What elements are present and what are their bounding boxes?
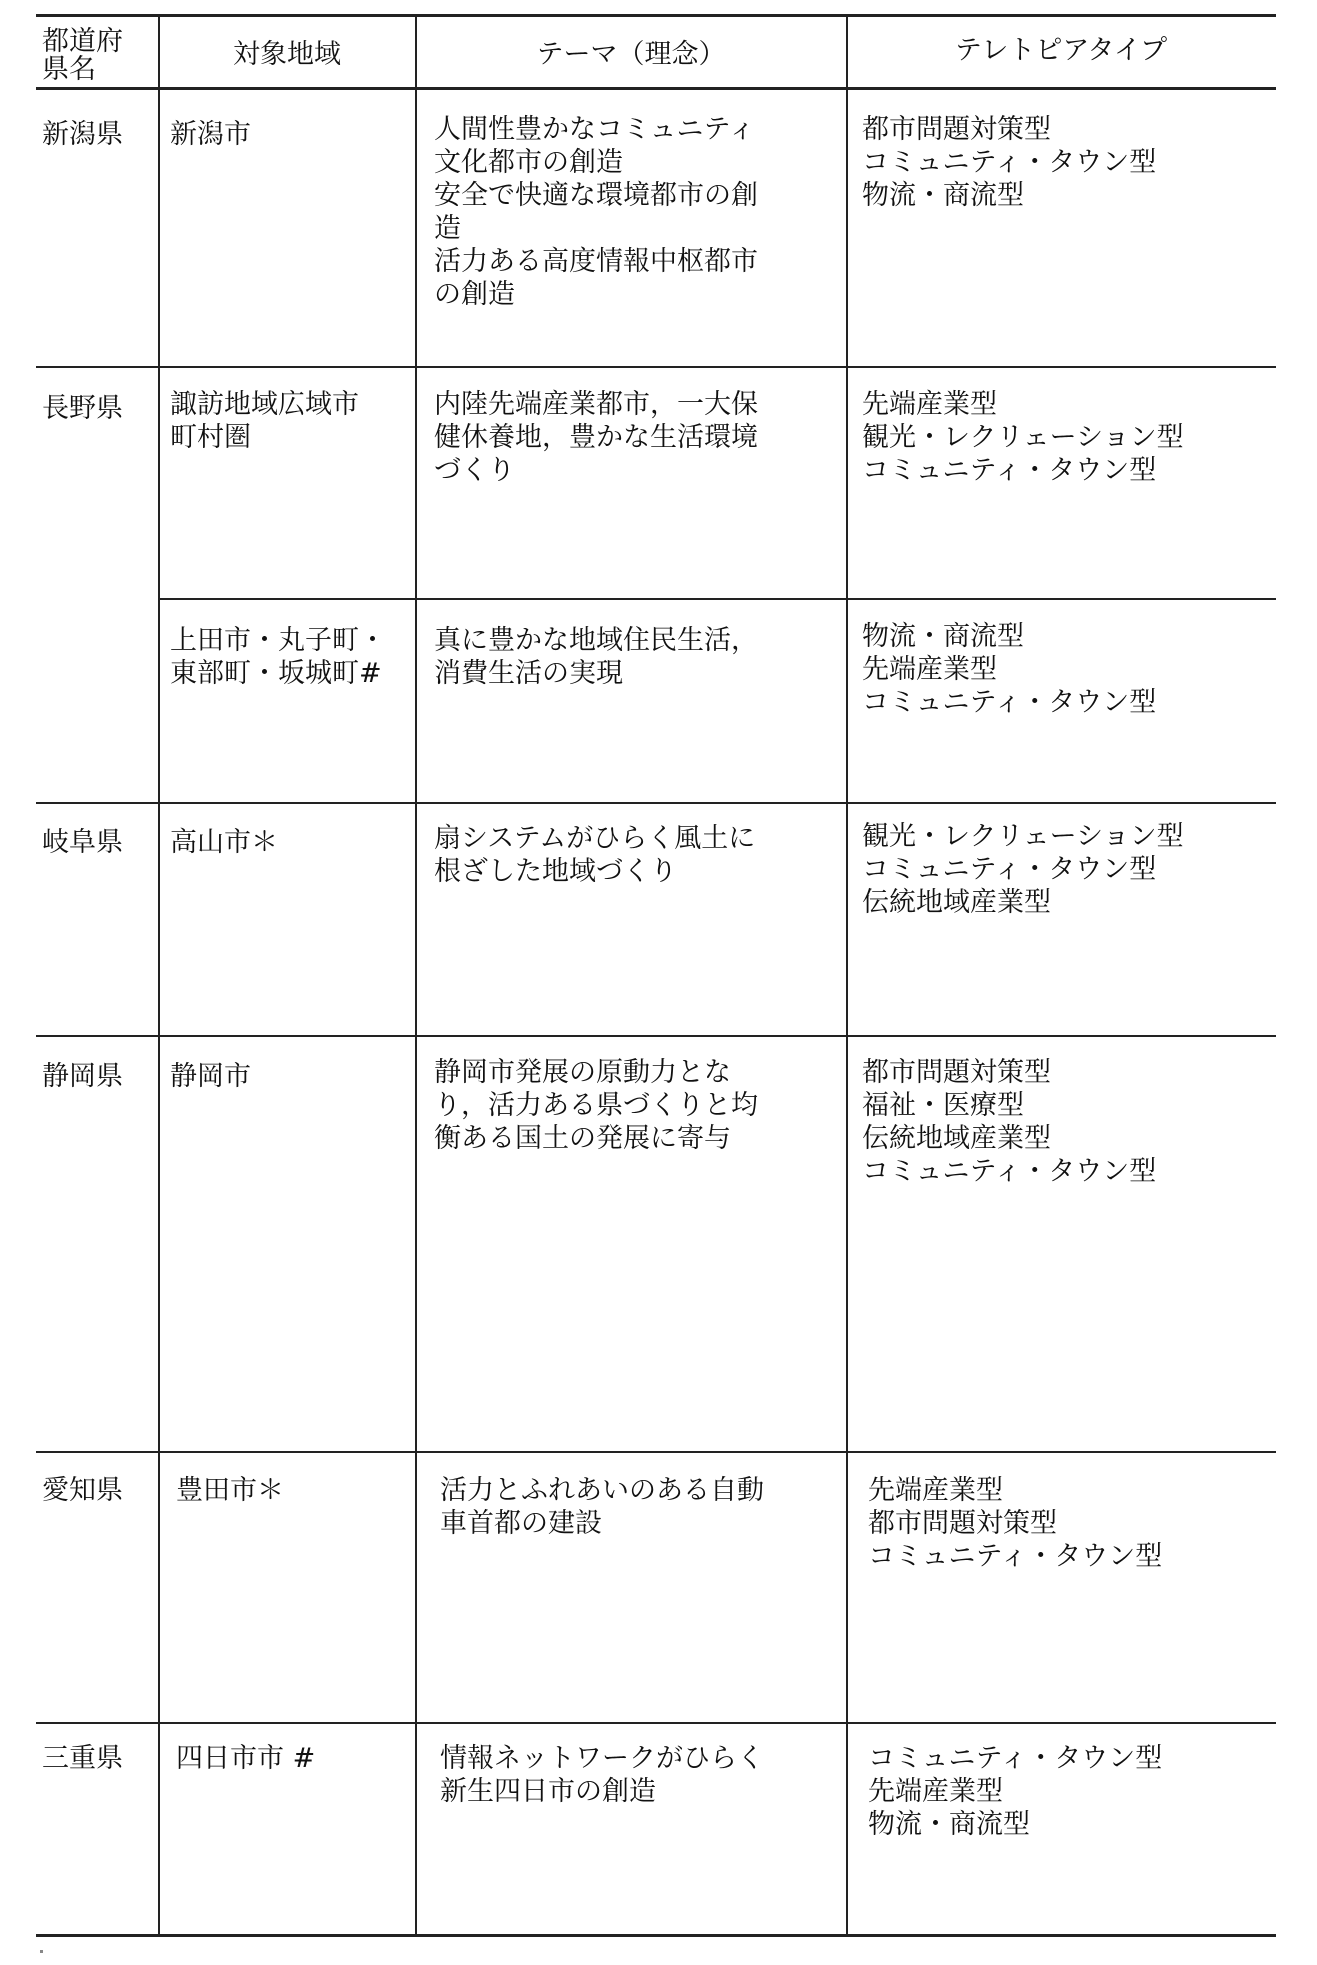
row-teletopia-type: 先端産業型 観光・レクリェーション型 コミュニティ・タウン型 [862, 389, 1184, 486]
row-target-area: 四日市市 # [176, 1743, 316, 1774]
header-theme: テーマ（理念） [536, 39, 726, 70]
table-top-rule [36, 14, 1276, 17]
row-target-area: 豊田市＊ [176, 1475, 284, 1506]
row-prefecture: 新潟県 [42, 119, 123, 150]
row-target-area: 高山市＊ [170, 827, 278, 858]
row-theme: 静岡市発展の原動力とな り，活力ある県づくりと均 衡ある国土の発展に寄与 [434, 1057, 758, 1154]
scan-speck [40, 1950, 43, 1953]
row-prefecture: 静岡県 [42, 1061, 123, 1092]
header-prefecture: 都道府 県名 [42, 26, 123, 85]
row-theme: 内陸先端産業都市，一大保 健休養地，豊かな生活環境 づくり [434, 389, 758, 486]
row-teletopia-type: 都市問題対策型 コミュニティ・タウン型 物流・商流型 [862, 114, 1157, 211]
row-theme: 活力とふれあいのある自動 車首都の建設 [440, 1475, 764, 1539]
row-rule [36, 802, 1276, 804]
table-bottom-rule [36, 1934, 1276, 1937]
column-divider [415, 16, 417, 1934]
row-rule [36, 1722, 1276, 1724]
column-divider [846, 16, 848, 1934]
row-prefecture: 長野県 [42, 393, 123, 424]
header-rule [36, 87, 1276, 90]
row-theme: 真に豊かな地域住民生活， 消費生活の実現 [434, 625, 758, 689]
row-teletopia-type: 先端産業型 都市問題対策型 コミュニティ・タウン型 [868, 1475, 1163, 1572]
row-target-area: 上田市・丸子町・ 東部町・坂城町# [170, 625, 386, 689]
row-target-area: 静岡市 [170, 1061, 251, 1092]
row-prefecture: 岐阜県 [42, 827, 123, 858]
row-rule [36, 1035, 1276, 1037]
row-teletopia-type: コミュニティ・タウン型 先端産業型 物流・商流型 [868, 1743, 1163, 1840]
row-rule [36, 1451, 1276, 1453]
row-theme: 情報ネットワークがひらく 新生四日市の創造 [440, 1743, 764, 1807]
header-target-area: 対象地域 [233, 39, 341, 70]
row-prefecture: 愛知県 [42, 1475, 123, 1506]
row-rule [36, 366, 1276, 368]
row-theme: 人間性豊かなコミュニティ 文化都市の創造 安全で快適な環境都市の創 造 活力ある高度情報中枢都市 の創造 [434, 114, 758, 310]
row-theme: 扇システムがひらく風土に 根ざした地域づくり [434, 823, 756, 887]
row-teletopia-type: 観光・レクリェーション型 コミュニティ・タウン型 伝統地域産業型 [862, 821, 1184, 918]
row-prefecture: 三重県 [42, 1743, 123, 1774]
row-rule [158, 598, 1276, 600]
row-target-area: 新潟市 [170, 119, 251, 150]
row-teletopia-type: 都市問題対策型 福祉・医療型 伝統地域産業型 コミュニティ・タウン型 [862, 1057, 1157, 1187]
header-teletopia-type: テレトピアタイプ [954, 35, 1168, 66]
column-divider [158, 16, 160, 1934]
row-target-area: 諏訪地域広域市 町村圏 [170, 389, 359, 453]
row-teletopia-type: 物流・商流型 先端産業型 コミュニティ・タウン型 [862, 621, 1157, 718]
